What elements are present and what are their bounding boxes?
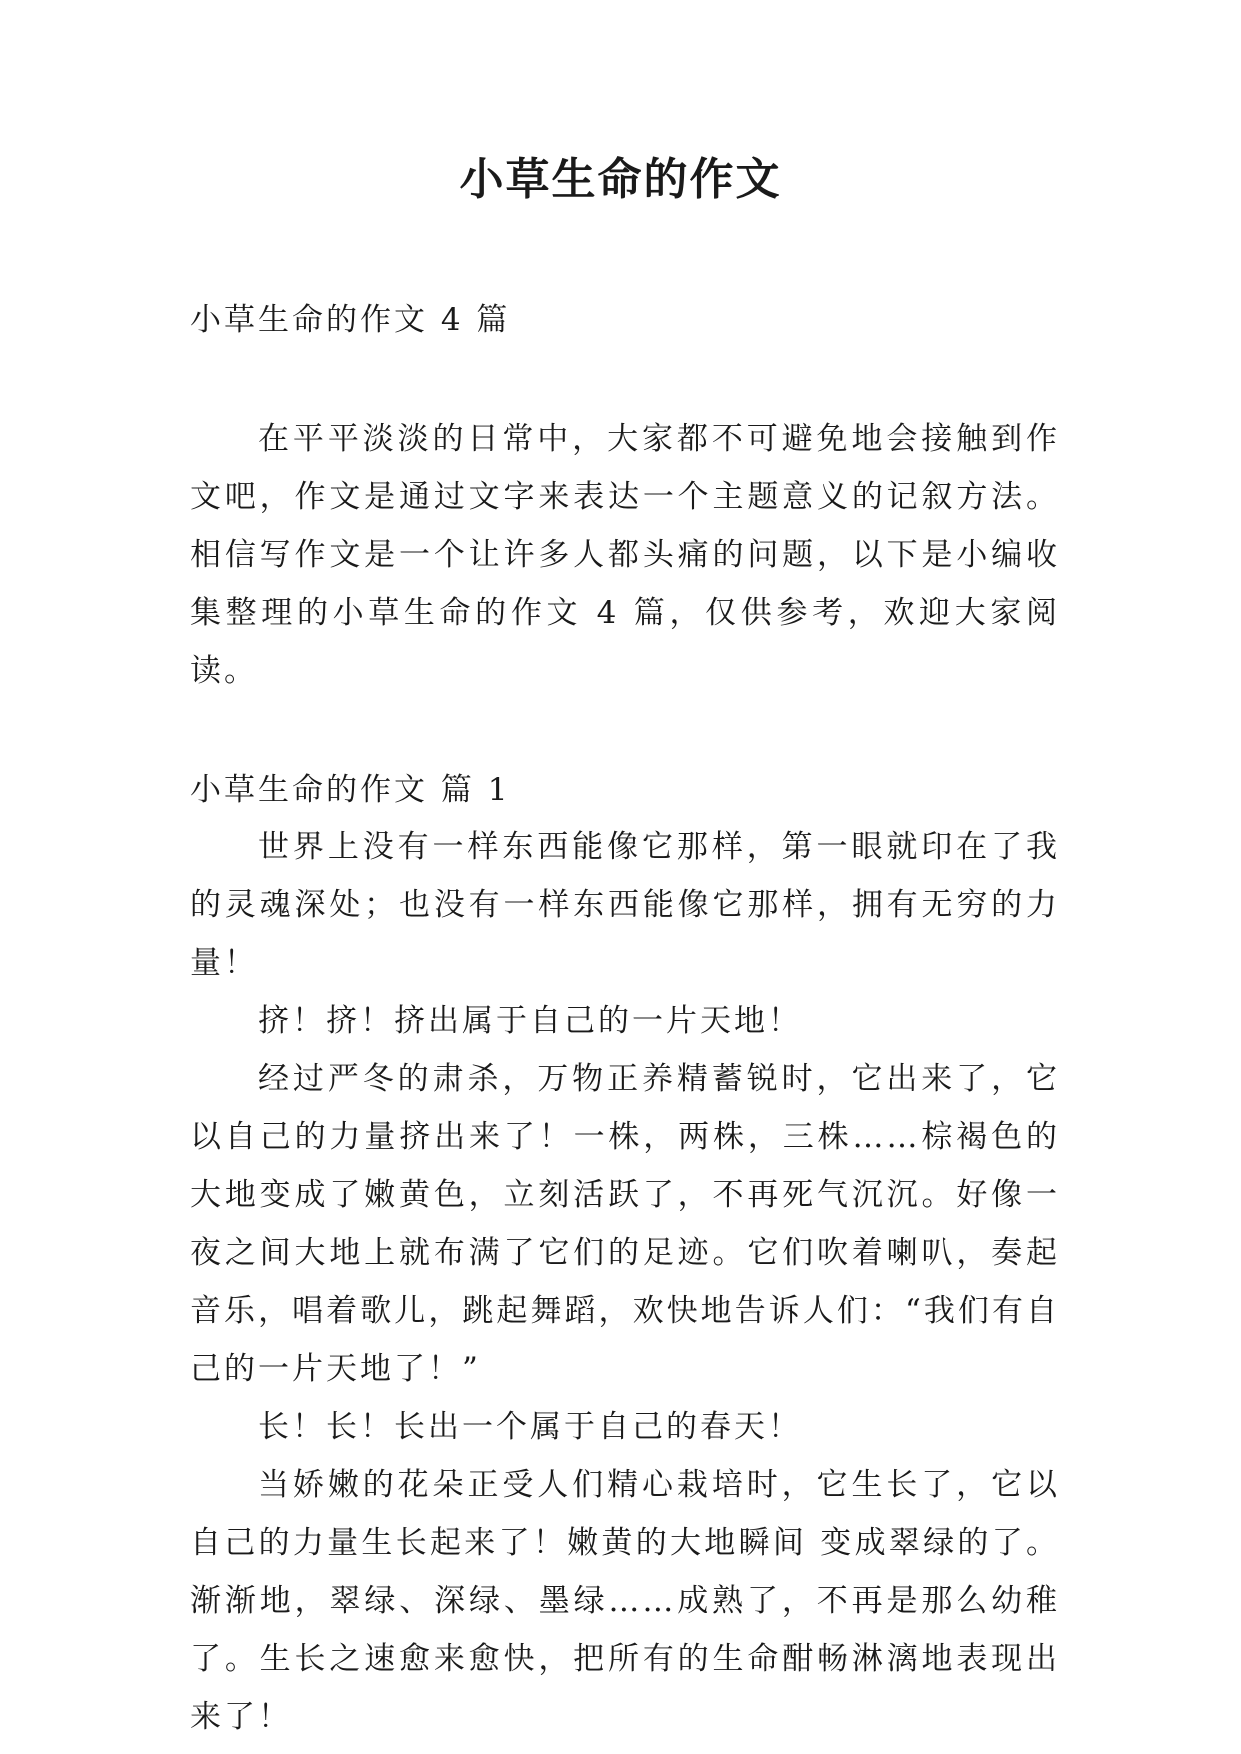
body-paragraph: 经过严冬的肃杀，万物正养精蓄锐时，它出来了，它以自己的力量挤出来了！一株，两株，三株……棕褐色的大地变成了嫩黄色，立刻活跃了，不再死气沉沉。好像一夜之间大地上就布满了它们的足迹。它们吹着喇叭，奏起音乐，唱着歌儿，跳起舞蹈，欢快地告诉人们：“我们有自己的一片天地了！” — [190, 1061, 1060, 1387]
section-heading: 小草生命的作文 篇 1 — [190, 772, 511, 808]
document-title: 小草生命的作文 — [459, 154, 782, 205]
body-paragraph: 世界上没有一样东西能像它那样，第一眼就印在了我的灵魂深处；也没有一样东西能像它那样，拥有无穷的力量！ — [190, 829, 1060, 981]
intro-paragraph: 在平平淡淡的日常中，大家都不可避免地会接触到作文吧，作文是通过文字来表达一个主题意义的记叙方法。相信写作文是一个让许多人都头痛的问题，以下是小编收集整理的小草生命的作文 4 篇，仅供参考，欢迎大家阅读。 — [190, 421, 1060, 689]
document-subtitle: 小草生命的作文 4 篇 — [190, 302, 511, 338]
body-paragraph: 长！长！长出一个属于自己的春天！ — [258, 1409, 802, 1445]
document-body — [190, 290, 1060, 1746]
body-paragraph: 挤！挤！挤出属于自己的一片天地！ — [258, 1003, 802, 1039]
body-paragraph: 当娇嫩的花朵正受人们精心栽培时，它生长了，它以自己的力量生长起来了！嫩黄的大地瞬间 变成翠绿的了。渐渐地，翠绿、深绿、墨绿……成熟了，不再是那么幼稚了。生长之速愈来愈快，把所有的生命酣畅淋漓地表现出来了！ — [190, 1467, 1060, 1735]
